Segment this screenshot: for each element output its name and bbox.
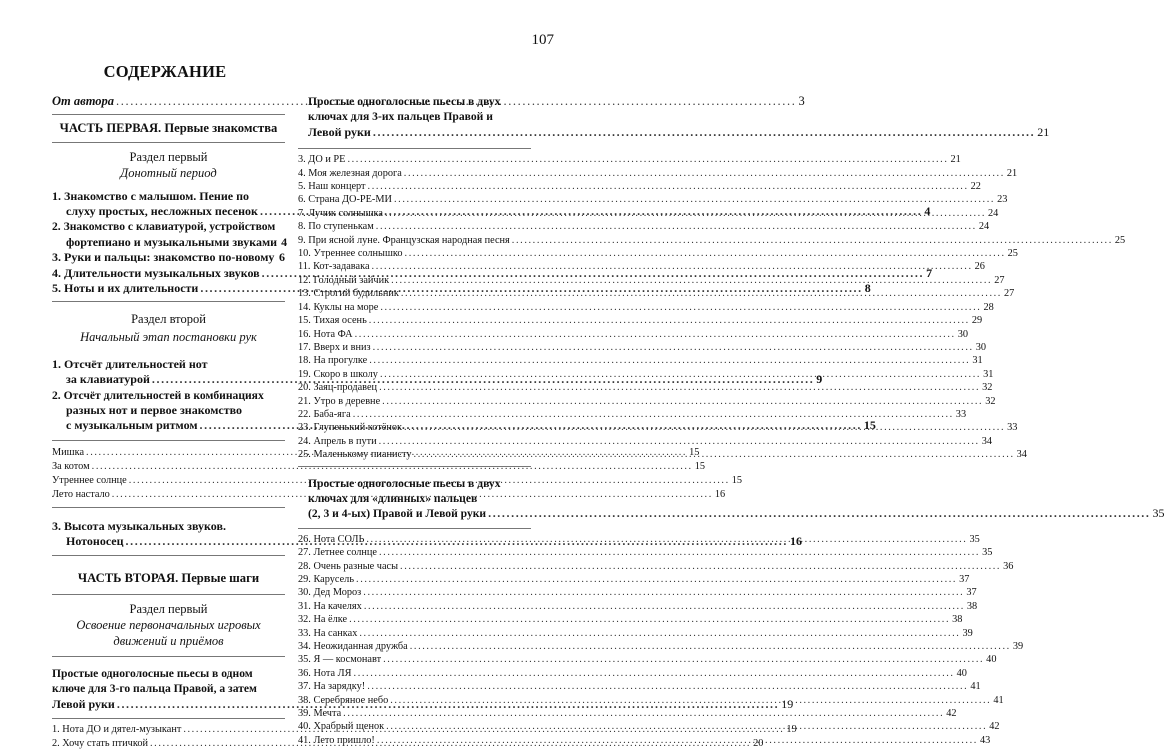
- list-item: [298, 354, 983, 367]
- piece-page: 31: [983, 368, 994, 380]
- piece-page: 33: [955, 408, 967, 420]
- leader-dots: [369, 354, 970, 367]
- leader-dots: [391, 274, 992, 287]
- leader-dots: [373, 341, 974, 354]
- piece-title: Мишка: [52, 446, 85, 458]
- piece-title: 20. Заяц-продавец: [298, 382, 378, 394]
- leader-dots: [386, 720, 987, 733]
- piece-page: 24: [988, 207, 999, 219]
- piece-title: 37. На зарядку!: [298, 681, 366, 693]
- piece-title: 22. Баба-яга: [298, 408, 351, 420]
- subtitle-line: Освоение первоначальных игровых: [76, 617, 261, 632]
- piece-page: 39: [1012, 641, 1024, 653]
- piece-page: 40: [956, 667, 967, 679]
- leader-dots: [372, 260, 973, 273]
- piece-page: 27: [1003, 288, 1015, 300]
- leader-dots: [379, 381, 980, 394]
- list-item: [298, 167, 1018, 180]
- leader-dots: [349, 613, 950, 626]
- part1-section2-heading: Раздел второй: [131, 312, 206, 327]
- leader-dots: [355, 328, 956, 341]
- piece-title: 1. Нота ДО и дятел-музыкант: [52, 723, 182, 735]
- piece-title: 15. Тихая осень: [298, 315, 367, 327]
- leader-dots: [276, 250, 277, 265]
- piece-title: 33. На санках: [298, 627, 358, 639]
- piece-page: 26: [974, 261, 985, 273]
- piece-title: 5. Наш концерт: [298, 181, 366, 193]
- piece-title: 29. Карусель: [298, 574, 355, 585]
- leader-dots: [380, 301, 981, 314]
- list-item: [298, 435, 993, 448]
- leader-dots: [382, 395, 983, 408]
- piece-page: 15: [731, 474, 743, 486]
- piece-title: 4. Моя железная дорога: [298, 167, 402, 179]
- leader-dots: [363, 586, 964, 599]
- list-item: [298, 341, 986, 354]
- leader-dots: [488, 506, 1150, 521]
- toc-entry-page: 8: [864, 280, 871, 295]
- toc-entry-line: 5. Ноты и их длительности: [52, 280, 199, 295]
- toc-entry-line: 3. Руки и пальцы: знакомство по-новому: [52, 250, 275, 265]
- piece-page: 21: [1006, 167, 1018, 179]
- leader-dots: [379, 435, 980, 448]
- part2-section1-subtitle: [52, 617, 285, 650]
- divider: [52, 718, 285, 719]
- list-item: [298, 287, 1015, 300]
- toc-entry: [52, 250, 285, 265]
- piece-title: 11. Кот-задавака: [298, 261, 370, 273]
- piece-page: 35: [982, 547, 993, 559]
- piece-title: 7. Лучик солнышка: [298, 207, 383, 219]
- toc-entry-page: 3: [798, 94, 805, 108]
- toc-entry-line: Нотоносец: [66, 534, 124, 549]
- divider: [52, 507, 285, 508]
- leader-dots: [512, 234, 1113, 247]
- right-column: [298, 94, 1165, 747]
- toc-entry-line: за клавиатурой: [66, 372, 150, 387]
- piece-title: 34. Неожиданная дружба: [298, 641, 408, 653]
- leader-dots: [366, 533, 967, 546]
- list-item: [298, 613, 963, 626]
- toc-entry-line: 4. Длительности музыкальных звуков: [52, 265, 260, 280]
- list-item: [298, 193, 1008, 206]
- list-item: [298, 381, 993, 394]
- piece-title: 3. ДО и РЕ: [298, 154, 346, 166]
- leader-dots: [380, 368, 981, 381]
- page-number: 107: [531, 32, 554, 48]
- piece-title: 31. На качелях: [298, 600, 362, 612]
- part1-section1-subtitle: Донотный период: [120, 166, 217, 180]
- list-item: [298, 707, 957, 720]
- piece-page: 25: [1007, 248, 1018, 260]
- toc-entry-page: 4: [924, 203, 931, 218]
- piece-page: 15: [689, 446, 700, 458]
- leader-dots: [356, 573, 957, 586]
- piece-page: 32: [982, 382, 993, 394]
- toc-entry-page: 15: [863, 418, 876, 433]
- piece-page: 19: [786, 723, 797, 735]
- leader-dots: [401, 287, 1002, 300]
- toc-entry-page: 21: [1037, 124, 1050, 139]
- piece-page: 24: [978, 221, 990, 233]
- toc-entry-line: Простые одноголосные пьесы в одном: [52, 666, 253, 680]
- divider: [52, 594, 285, 595]
- piece-title: 24. Апрель в пути: [298, 435, 377, 447]
- divider: [52, 301, 285, 302]
- piece-title: 21. Утро в деревне: [298, 395, 381, 407]
- toc-entry-line: разных нот и первое знакомство: [66, 403, 243, 418]
- list-item: [298, 274, 1005, 287]
- piece-page: 20: [753, 737, 764, 749]
- piece-page: 41: [970, 681, 981, 693]
- toc-entry-line: 3. Высота музыкальных звуков.: [52, 518, 226, 533]
- toc-entry-line: слуху простых, несложных песенок: [66, 203, 258, 218]
- piece-title: 39. Мечта: [298, 708, 342, 720]
- list-item: [298, 180, 981, 193]
- list-item: [298, 408, 967, 421]
- piece-page: 42: [946, 708, 957, 720]
- list-item: [298, 600, 978, 613]
- leader-dots: [414, 448, 1015, 461]
- leader-dots: [379, 546, 980, 559]
- piece-title: 14. Куклы на море: [298, 301, 379, 313]
- toc-entry-line: 1. Знакомство с малышом. Пение по: [52, 188, 249, 203]
- piece-page: 27: [994, 274, 1005, 286]
- list-item: [298, 546, 993, 559]
- leader-dots: [376, 220, 977, 233]
- piece-page: 43: [979, 734, 991, 746]
- list-item: [298, 328, 968, 341]
- divider: [52, 114, 285, 115]
- piece-title: 35. Я — космонавт: [298, 654, 382, 666]
- part1-section2-subtitle: Начальный этап постановки рук: [80, 330, 257, 345]
- list-item: [298, 207, 999, 220]
- list-item: [298, 653, 997, 666]
- toc-entry-line: Левой руки: [52, 696, 115, 711]
- piece-page: 16: [714, 488, 726, 500]
- list-item: [298, 680, 981, 693]
- piece-page: 38: [966, 600, 978, 612]
- divider: [298, 528, 531, 529]
- piece-title: 17. Вверх и вниз: [298, 341, 371, 353]
- list-item: [298, 247, 1018, 260]
- piece-title: 32. На ёлке: [298, 614, 348, 626]
- toc-entry-line: с музыкальным ритмом: [66, 418, 198, 433]
- leader-dots: [400, 560, 1001, 573]
- leader-dots: [367, 680, 968, 693]
- list-item: [298, 301, 994, 314]
- toc-entry-page: 19: [781, 696, 794, 711]
- leader-dots: [385, 207, 986, 220]
- piece-page: 28: [983, 301, 994, 313]
- divider: [298, 466, 531, 467]
- piece-page: 29: [971, 315, 983, 327]
- subtitle-line: движений и приёмов: [113, 634, 224, 649]
- piece-page: 25: [1114, 234, 1126, 246]
- right-block1-pieces: [298, 153, 1126, 461]
- list-item: [298, 153, 961, 166]
- list-item: [298, 368, 994, 381]
- piece-title: За котом: [52, 460, 90, 472]
- divider: [52, 142, 285, 143]
- leader-dots: [369, 314, 970, 327]
- leader-dots: [373, 125, 1035, 140]
- piece-title: 30. Дед Мороз: [298, 587, 362, 599]
- piece-title: 12. Голодный зайчик: [298, 274, 390, 286]
- divider: [298, 148, 531, 149]
- toc-entry-line: Простые одноголосные пьесы в двух: [308, 476, 501, 490]
- piece-page: 31: [972, 355, 983, 367]
- piece-title: 38. Серебряное небо: [298, 694, 389, 706]
- leader-dots: [359, 627, 960, 640]
- part2-heading: ЧАСТЬ ВТОРАЯ. Первые шаги: [77, 570, 260, 585]
- divider: [52, 440, 285, 441]
- piece-page: 33: [1007, 422, 1018, 434]
- leader-dots: [343, 707, 944, 720]
- piece-page: 34: [1016, 449, 1027, 461]
- list-item: [298, 220, 990, 233]
- list-item: [298, 640, 1024, 653]
- list-item: [52, 460, 706, 474]
- toc-entry-label: От автора: [52, 94, 115, 108]
- piece-page: 39: [962, 627, 973, 639]
- toc-entry-line: 2. Отсчёт длительностей в комбинациях: [52, 388, 264, 402]
- piece-title: 28. Очень разные часы: [298, 560, 399, 572]
- list-item: [298, 627, 973, 640]
- piece-title: 9. При ясной луне. Французская народная песня: [298, 234, 510, 246]
- piece-page: 41: [993, 694, 1004, 706]
- piece-title: 2. Хочу стать птичкой: [52, 737, 148, 749]
- piece-title: 27. Летнее солнце: [298, 547, 377, 559]
- piece-page: 32: [985, 395, 996, 407]
- toc-block-1: [298, 94, 1050, 140]
- piece-title: 8. По ступенькам: [298, 221, 374, 233]
- leader-dots: [377, 734, 978, 747]
- piece-page: 40: [986, 654, 997, 666]
- toc-entry-line: ключах для 3-их пальцев Правой и: [308, 110, 493, 124]
- piece-title: 25. Маленькому пианисту: [298, 449, 412, 461]
- piece-page: 42: [989, 721, 1000, 733]
- piece-title: 23. Глупенький котёнок: [298, 422, 403, 434]
- toc-entry-line: (2, 3 и 4-ых) Правой и Левой руки: [308, 507, 487, 521]
- part1-heading: ЧАСТЬ ПЕРВАЯ. Первые знакомства: [59, 121, 278, 135]
- piece-title: 26. Нота СОЛЬ: [298, 533, 365, 545]
- toc-entry-line: Левой руки: [308, 124, 371, 139]
- piece-page: 30: [957, 328, 968, 340]
- piece-title: Лето настало: [52, 488, 110, 500]
- piece-title: Утреннее солнце: [52, 474, 127, 486]
- leader-dots: [405, 247, 1006, 260]
- toc-entry: [52, 219, 288, 250]
- list-item: [298, 560, 1014, 573]
- piece-page: 34: [981, 435, 993, 447]
- piece-page: 22: [970, 181, 981, 193]
- list-item: [298, 260, 985, 273]
- toc-entry-page: 6: [279, 250, 285, 265]
- part1-section1-heading: Раздел первый: [129, 150, 208, 164]
- leader-dots: [364, 600, 965, 613]
- toc-entry-line: 2. Знакомство с клавиатурой, устройством: [52, 220, 276, 234]
- divider: [52, 656, 285, 657]
- divider: [52, 555, 285, 556]
- toc-entry-line: ключах для «длинных» пальцев: [308, 491, 478, 505]
- piece-title: 13. Строгий будильник: [298, 288, 399, 300]
- toc-entry-page: 9: [816, 372, 823, 387]
- toc-entry-line: фортепиано и музыкальными звуками: [66, 234, 278, 249]
- piece-title: 40. Храбрый щенок: [298, 721, 385, 733]
- piece-page: 37: [966, 587, 977, 599]
- list-item: [298, 573, 970, 586]
- toc-entry-page: 4: [281, 234, 288, 249]
- piece-page: 38: [952, 614, 963, 626]
- leader-dots: [354, 667, 955, 680]
- list-item: [298, 586, 977, 599]
- leader-dots: [353, 408, 954, 421]
- toc-entry-line: Простые одноголосные пьесы в двух: [308, 95, 501, 108]
- leader-dots: [404, 421, 1005, 434]
- piece-title: 19. Скоро в школу: [298, 368, 378, 380]
- list-item: [298, 314, 983, 327]
- leader-dots: [347, 153, 948, 166]
- list-item: [298, 667, 967, 680]
- piece-page: 23: [997, 194, 1008, 206]
- piece-page: 36: [1003, 560, 1014, 572]
- toc-entry-line: 1. Отсчёт длительностей нот: [52, 356, 208, 371]
- toc-entry-page: 35: [1152, 506, 1165, 521]
- piece-title: 41. Лето пришло!: [298, 734, 375, 746]
- list-item: [298, 395, 996, 408]
- part2-section1-heading: Раздел первый: [129, 601, 208, 616]
- page-title: СОДЕРЖАНИЕ: [103, 62, 227, 81]
- leader-dots: [390, 694, 991, 707]
- leader-dots: [368, 180, 969, 193]
- toc-entry-page: 7: [926, 265, 933, 280]
- piece-title: 6. Страна ДО-РЕ-МИ: [298, 194, 392, 206]
- toc-entry-line: ключе для 3-го пальца Правой, а затем: [52, 682, 257, 696]
- toc-entry-page: 16: [789, 534, 802, 549]
- leader-dots: [383, 653, 984, 666]
- leader-dots: [410, 640, 1011, 653]
- piece-title: 10. Утреннее солнышко: [298, 248, 403, 260]
- leader-dots: [394, 193, 995, 206]
- piece-title: 16. Нота ФА: [298, 328, 353, 340]
- piece-page: 15: [694, 460, 706, 472]
- leader-dots: [404, 167, 1005, 180]
- piece-page: 21: [950, 154, 961, 166]
- list-item: [298, 234, 1126, 247]
- piece-title: 18. На прогулке: [298, 355, 368, 367]
- piece-title: 36. Нота ЛЯ: [298, 667, 352, 679]
- piece-page: 35: [969, 533, 980, 545]
- piece-page: 37: [959, 574, 970, 585]
- piece-page: 30: [975, 341, 986, 353]
